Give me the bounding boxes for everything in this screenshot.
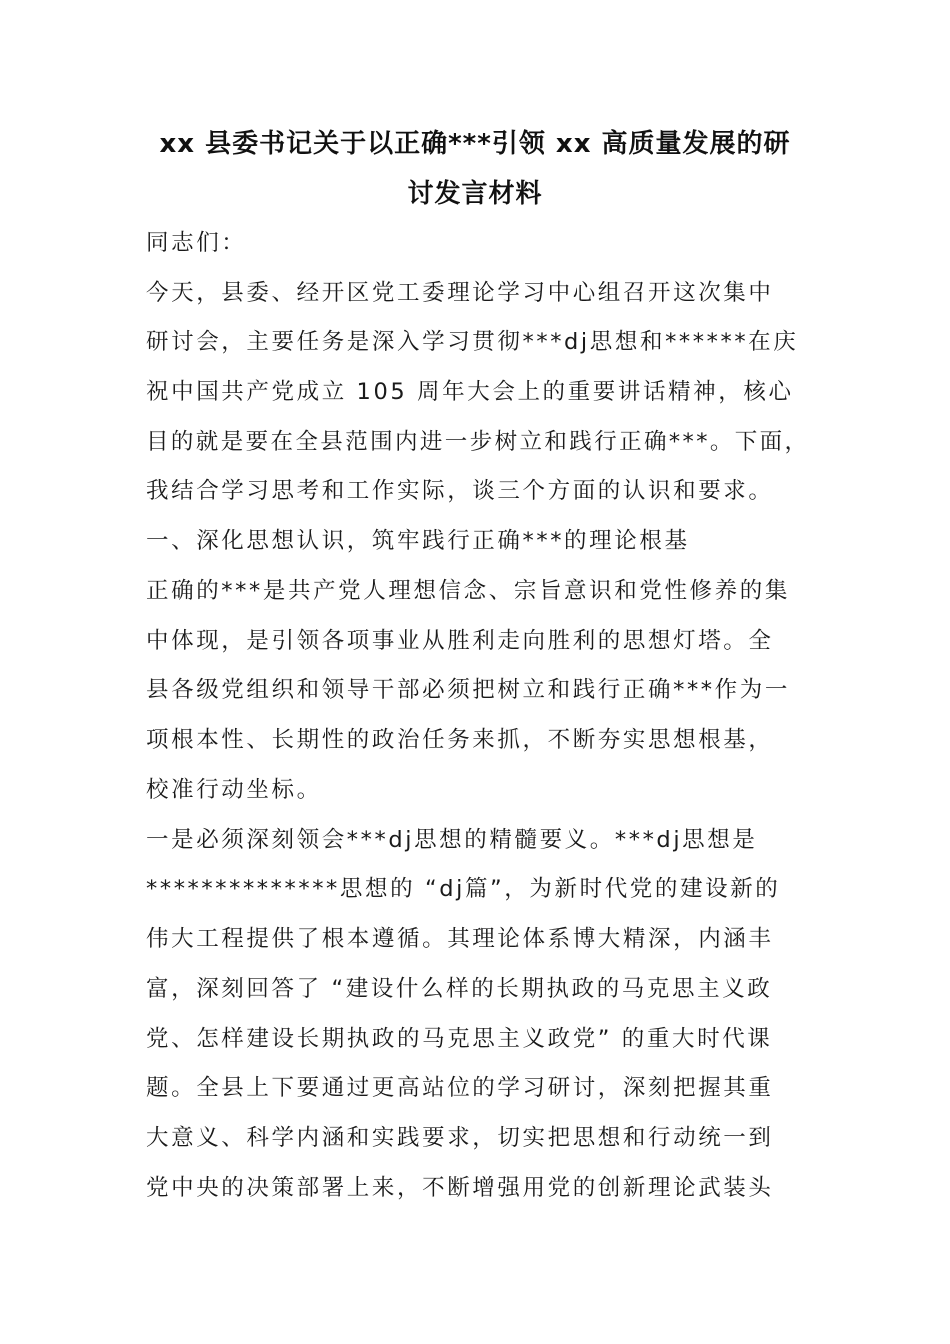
body-line: 祝中国共产党成立 105 周年大会上的重要讲话精神，核心 <box>146 379 794 405</box>
body-line: 研讨会，主要任务是深入学习贯彻***dj思想和******在庆 <box>146 329 799 355</box>
salutation: 同志们： <box>146 230 247 256</box>
body-line: 目的就是要在全县范围内进一步树立和践行正确***。下面， <box>146 429 810 455</box>
body-line: 党中央的决策部署上来，不断增强用党的创新理论武装头 <box>146 1175 774 1201</box>
body-line: 我结合学习思考和工作实际，谈三个方面的认识和要求。 <box>146 478 774 504</box>
body-line: 党、怎样建设长期执政的马克思主义政党” 的重大时代课 <box>146 1026 773 1052</box>
body-line: 今天，县委、经开区党工委理论学习中心组召开这次集中 <box>146 280 774 306</box>
body-line: 中体现，是引领各项事业从胜利走向胜利的思想灯塔。全 <box>146 628 774 654</box>
body-line: **************思想的 “dj篇”，为新时代党的建设新的 <box>146 876 781 902</box>
body-line: 项根本性、长期性的政治任务来抓，不断夯实思想根基， <box>146 727 774 753</box>
body-line: 伟大工程提供了根本遵循。其理论体系博大精深，内涵丰 <box>146 926 774 952</box>
document-title-line-1: xx 县委书记关于以正确***引领 xx 高质量发展的研 <box>159 129 791 159</box>
body-line: 题。全县上下要通过更高站位的学习研讨，深刻把握其重 <box>146 1075 774 1101</box>
body-line: 校准行动坐标。 <box>146 777 322 803</box>
body-line: 富，深刻回答了 “建设什么样的长期执政的马克思主义政 <box>146 976 773 1002</box>
body-line: 一是必须深刻领会***dj思想的精髓要义。***dj思想是 <box>146 827 758 853</box>
body-line: 县各级党组织和领导干部必须把树立和践行正确***作为一 <box>146 677 790 703</box>
section-heading: 一、深化思想认识，筑牢践行正确***的理论根基 <box>146 528 690 554</box>
body-line: 大意义、科学内涵和实践要求，切实把思想和行动统一到 <box>146 1125 774 1151</box>
body-line: 正确的***是共产党人理想信念、宗旨意识和党性修养的集 <box>146 578 790 604</box>
document-title-line-2: 讨发言材料 <box>407 179 543 209</box>
